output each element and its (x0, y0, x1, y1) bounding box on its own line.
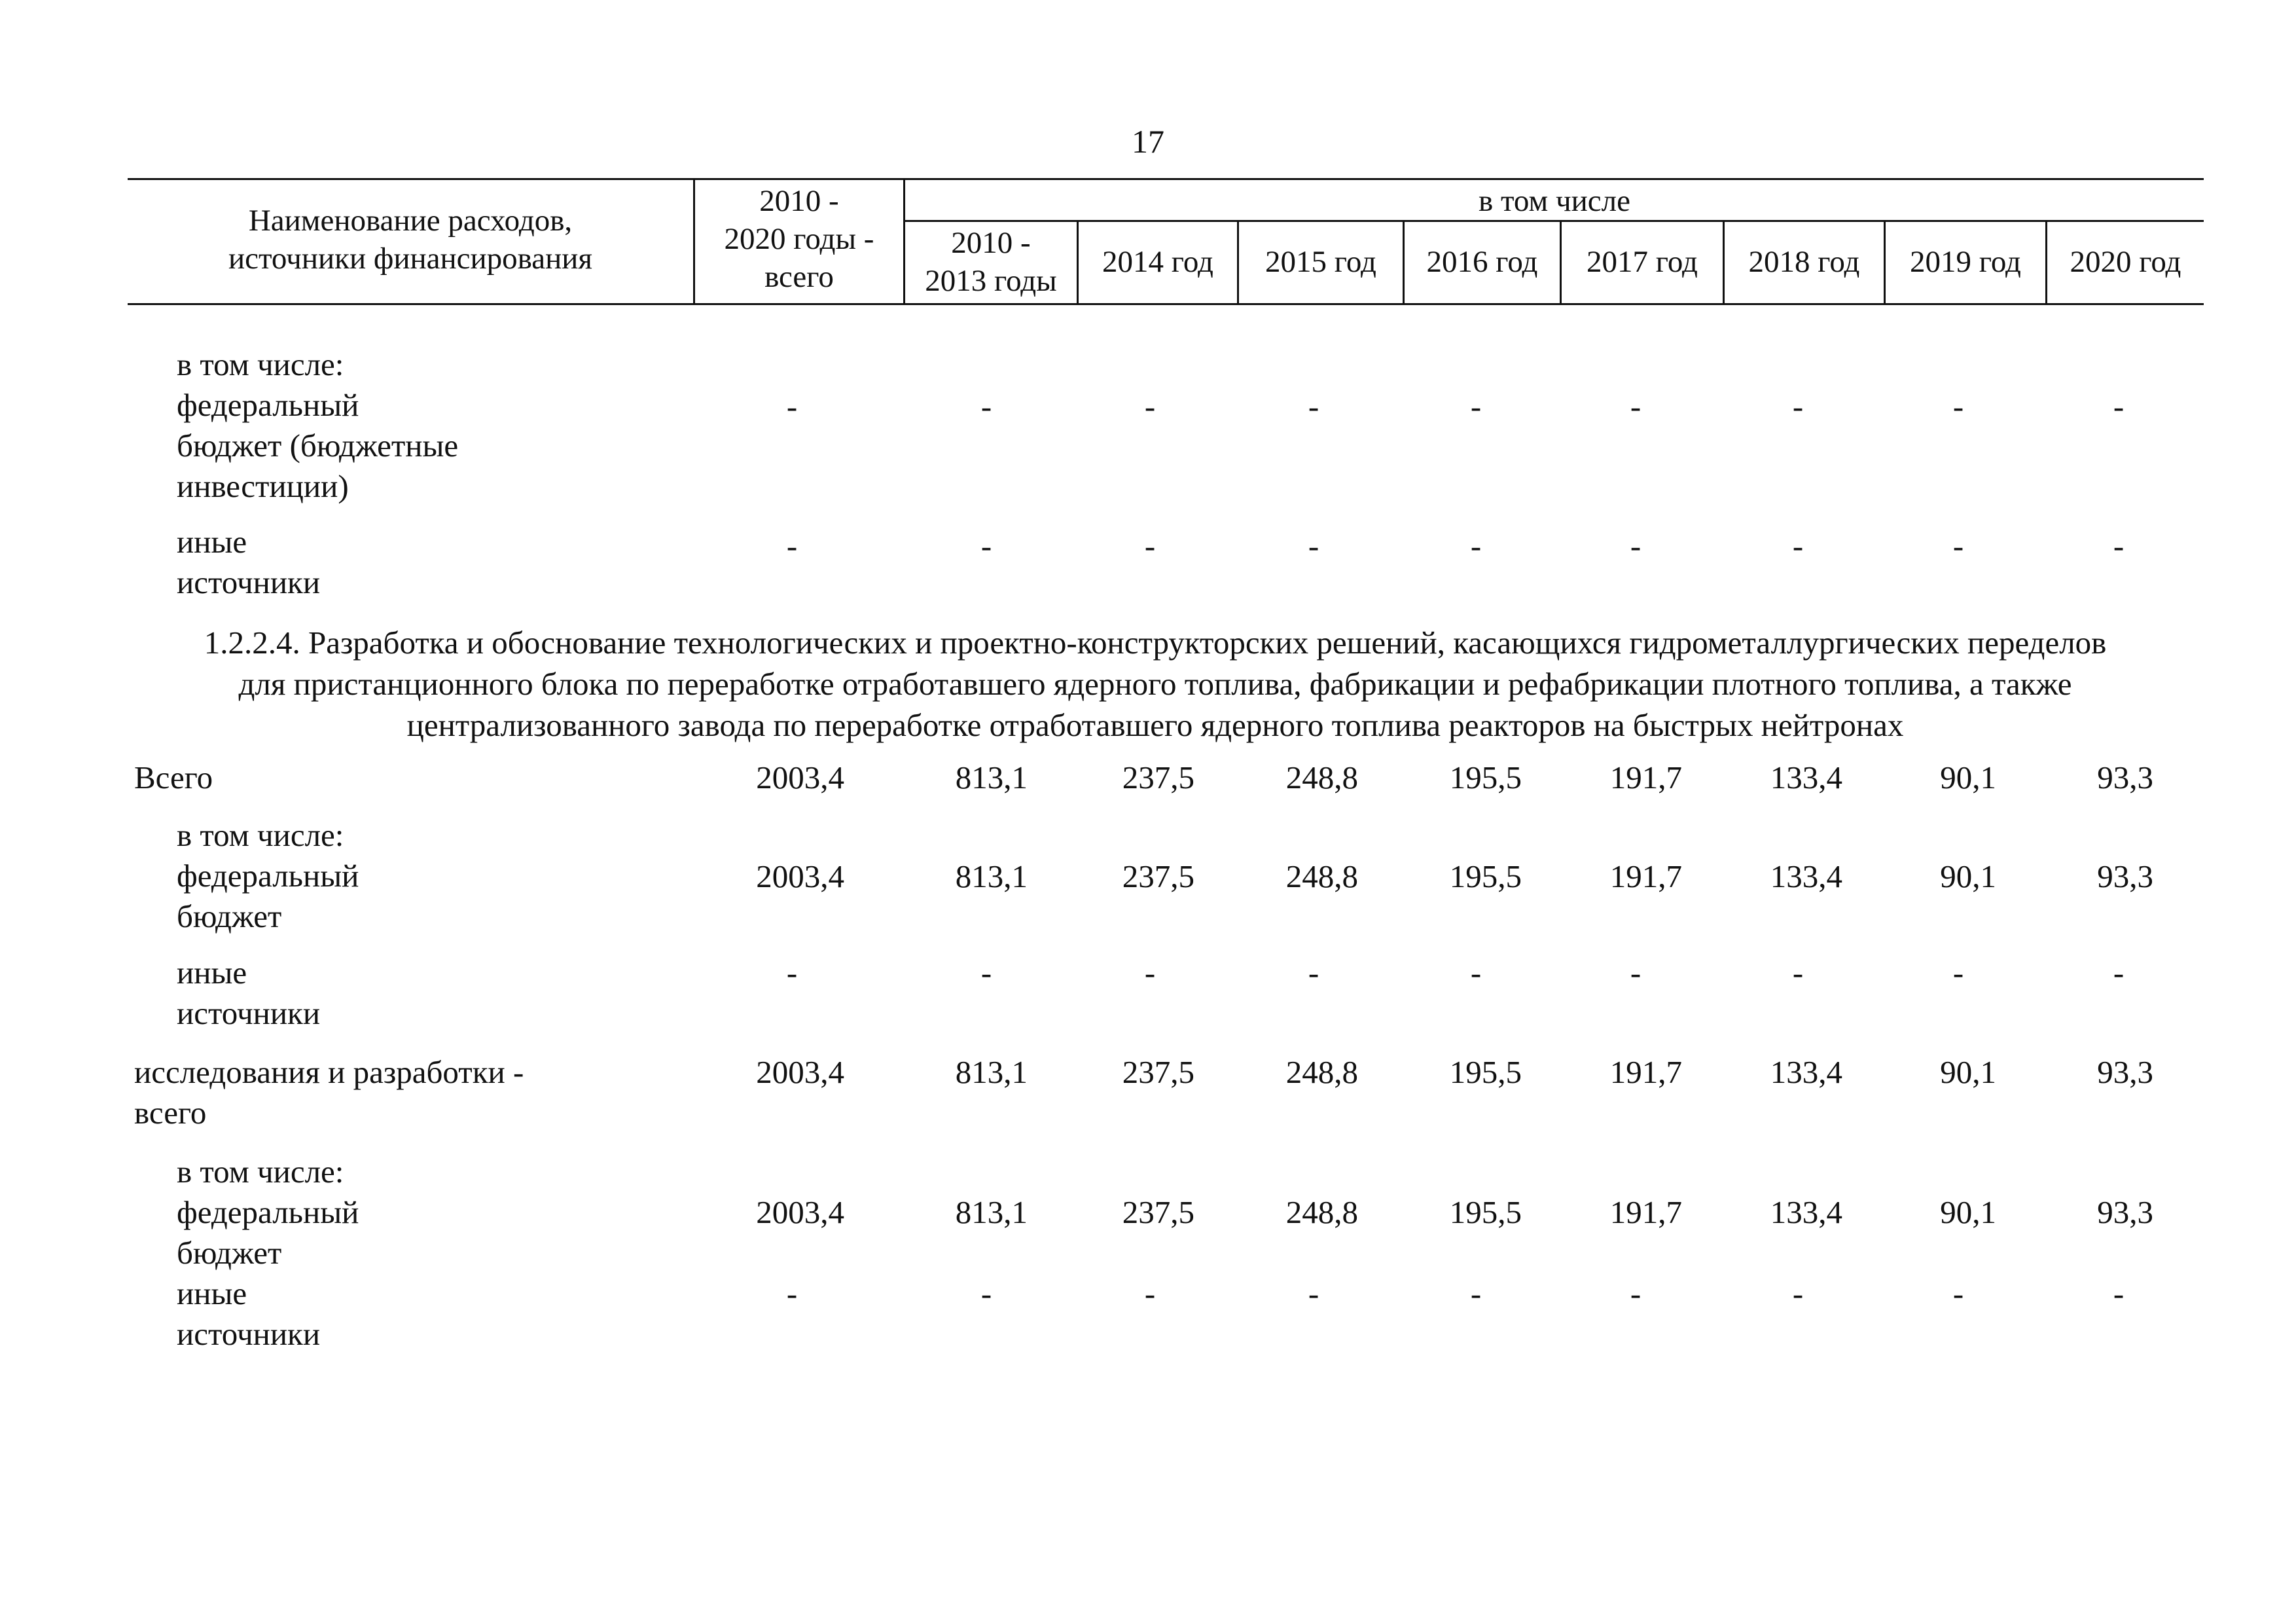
cell: - (980, 388, 992, 424)
cell: - (980, 528, 992, 564)
cell: - (1308, 388, 1319, 424)
cell: 2003,4 (756, 1054, 844, 1090)
cell: - (1144, 1275, 1156, 1311)
header-year-2018: 2018 год (1748, 245, 1860, 279)
row-label: в том числе: федеральный бюджет (177, 817, 359, 934)
cell: 93,3 (2097, 1054, 2153, 1090)
cell: 237,5 (1122, 1194, 1194, 1230)
row-label: иные источники (177, 524, 321, 600)
cell: - (1792, 955, 1804, 991)
cell: - (1470, 528, 1482, 564)
section-title: 1.2.2.4. Разработка и обоснование технологических и проектно-конструкторских решений, касающихся гидрометаллургических переделов для пристанционного блока по переработке отработавшего ядерного топлива, фабрикации и рефабрикации плотного топлива, а также централизованного завода по переработке отработавшего ядерного топлива реакторов на быстрых нейтронах (204, 625, 2107, 743)
row-label: иные источники (177, 1275, 321, 1352)
header-top-rule (128, 178, 2204, 180)
cell: 237,5 (1122, 858, 1194, 894)
cell: 90,1 (1940, 858, 1996, 894)
cell: - (1630, 528, 1641, 564)
cell: 90,1 (1940, 1054, 1996, 1090)
cell: - (1308, 528, 1319, 564)
cell: 191,7 (1609, 1194, 1682, 1230)
cell: 195,5 (1449, 1054, 1522, 1090)
header-year-2015: 2015 год (1265, 245, 1376, 279)
cell: - (1308, 1275, 1319, 1311)
cell: 191,7 (1609, 1054, 1682, 1090)
cell: 195,5 (1449, 858, 1522, 894)
cell: 195,5 (1449, 759, 1522, 795)
cell: 93,3 (2097, 759, 2153, 795)
cell: - (1952, 528, 1964, 564)
cell: 133,4 (1770, 1054, 1842, 1090)
cell: 133,4 (1770, 1194, 1842, 1230)
cell: - (1470, 1275, 1482, 1311)
header-name-column: Наименование расходов, источники финансирования (228, 204, 593, 276)
cell: 813,1 (955, 759, 1028, 795)
cell: 248,8 (1285, 1194, 1358, 1230)
cell: - (1952, 388, 1964, 424)
header-year-2014: 2014 год (1102, 245, 1213, 279)
cell: - (1952, 1275, 1964, 1311)
cell: - (1144, 955, 1156, 991)
row-label: исследования и разработки - всего (134, 1054, 524, 1131)
row-label: иные источники (177, 955, 321, 1031)
cell: - (1630, 1275, 1641, 1311)
cell: 90,1 (1940, 759, 1996, 795)
cell: 237,5 (1122, 1054, 1194, 1090)
cell: - (2113, 388, 2125, 424)
cell: 237,5 (1122, 759, 1194, 795)
cell: 191,7 (1609, 759, 1682, 795)
cell: 133,4 (1770, 759, 1842, 795)
cell: - (1144, 388, 1156, 424)
cell: 813,1 (955, 1194, 1028, 1230)
cell: - (786, 528, 798, 564)
cell: 813,1 (955, 1054, 1028, 1090)
header-total-column: 2010 - 2020 годы - всего (724, 184, 874, 294)
cell: 90,1 (1940, 1194, 1996, 1230)
cell: - (1308, 955, 1319, 991)
cell: - (786, 388, 798, 424)
header-including: в том числе (1479, 184, 1630, 218)
cell: - (786, 1275, 798, 1311)
cell: - (2113, 1275, 2125, 1311)
cell: 2003,4 (756, 858, 844, 894)
row-label: Всего (134, 759, 213, 795)
cell: - (2113, 528, 2125, 564)
cell: - (1952, 955, 1964, 991)
page-number: 17 (1132, 123, 1164, 160)
cell: - (1144, 528, 1156, 564)
cell: 191,7 (1609, 858, 1682, 894)
header-year-2010-2013: 2010 - 2013 годы (925, 226, 1057, 298)
cell: 248,8 (1285, 1054, 1358, 1090)
cell: 2003,4 (756, 759, 844, 795)
cell: - (1792, 528, 1804, 564)
header-year-2020: 2020 год (2070, 245, 2181, 279)
cell: 195,5 (1449, 1194, 1522, 1230)
cell: 133,4 (1770, 858, 1842, 894)
cell: 93,3 (2097, 858, 2153, 894)
header-mid-rule (903, 220, 2204, 222)
cell: 93,3 (2097, 1194, 2153, 1230)
cell: - (980, 955, 992, 991)
cell: - (980, 1275, 992, 1311)
cell: - (1792, 1275, 1804, 1311)
cell: 2003,4 (756, 1194, 844, 1230)
header-year-2016: 2016 год (1426, 245, 1538, 279)
cell: - (1630, 955, 1641, 991)
cell: 248,8 (1285, 858, 1358, 894)
header-year-2019: 2019 год (1910, 245, 2021, 279)
row-label: в том числе: федеральный бюджет (177, 1154, 359, 1271)
cell: 813,1 (955, 858, 1028, 894)
row-label: в том числе: федеральный бюджет (бюджетные инвестиции) (177, 346, 459, 504)
cell: - (786, 955, 798, 991)
header-bottom-rule (128, 303, 2204, 305)
cell: - (1470, 955, 1482, 991)
cell: 248,8 (1285, 759, 1358, 795)
cell: - (2113, 955, 2125, 991)
header-year-2017: 2017 год (1587, 245, 1698, 279)
cell: - (1470, 388, 1482, 424)
cell: - (1630, 388, 1641, 424)
cell: - (1792, 388, 1804, 424)
